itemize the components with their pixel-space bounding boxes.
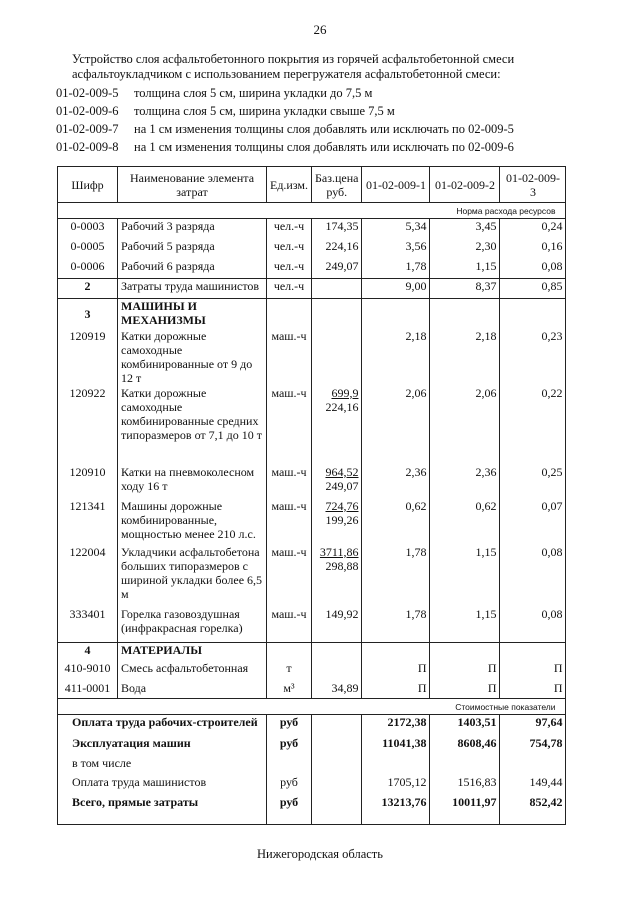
cell-v2: 2,18 xyxy=(430,329,500,386)
cell-code: 120910 xyxy=(58,465,118,499)
cell-unit: чел.-ч xyxy=(267,219,312,239)
cell-price xyxy=(312,279,362,299)
cost-row xyxy=(58,775,566,795)
cell-name: Катки на пневмоколесном ходу 16 т xyxy=(118,465,267,499)
code-id: 01-02-009-8 xyxy=(56,140,119,154)
cell-v2: 1,15 xyxy=(430,607,500,643)
cell-unit: чел.-ч xyxy=(267,279,312,299)
cell-price: 224,16 xyxy=(312,239,362,259)
cell-v1: 2,18 xyxy=(362,329,430,386)
cell-unit: маш.-ч xyxy=(267,607,312,643)
cost-v2: 1403,51 xyxy=(430,715,500,736)
cell-v2: 1,15 xyxy=(430,545,500,607)
cell-price xyxy=(312,329,362,386)
header-price: Баз.цена руб. xyxy=(312,167,362,203)
cell-v2: П xyxy=(430,661,500,681)
cell-price xyxy=(312,499,362,545)
cost-v1: 11041,38 xyxy=(362,736,430,756)
cost-row xyxy=(58,756,566,775)
band-row xyxy=(58,699,566,715)
code-line xyxy=(56,122,636,140)
cost-unit: руб xyxy=(267,736,312,756)
cost-unit: руб xyxy=(267,715,312,736)
cost-name: Эксплуатация машин xyxy=(58,736,267,756)
header-col2: 01-02-009-2 xyxy=(430,167,500,203)
cost-unit: руб xyxy=(267,775,312,795)
code-id: 01-02-009-7 xyxy=(56,122,119,136)
band-row xyxy=(58,203,566,219)
cost-v3: 149,44 xyxy=(500,775,566,795)
table-row xyxy=(58,681,566,699)
cell-v3: П xyxy=(500,661,566,681)
cell-v2: 3,45 xyxy=(430,219,500,239)
price-value: 298,88 xyxy=(325,558,359,573)
cell-code: 120919 xyxy=(58,329,118,386)
cell-v3: 0,16 xyxy=(500,239,566,259)
cell-name: Катки дорожные самоходные комбинированные средних типоразмеров от 7,1 до 10 т xyxy=(118,386,267,465)
cell-name: Рабочий 6 разряда xyxy=(118,259,267,279)
footer-region: Нижегородская область xyxy=(257,847,383,861)
section-row xyxy=(58,643,566,661)
cell-v2: 2,30 xyxy=(430,239,500,259)
code-id: 01-02-009-5 xyxy=(56,86,119,100)
intro-text: Устройство слоя асфальтобетонного покрытия из горячей асфальтобетонной смеси асфальтоукладчиком с использованием перегружателя асфальтобетонной смеси: xyxy=(72,52,515,81)
table-row xyxy=(58,607,566,643)
cell-code: 0-0006 xyxy=(58,259,118,279)
cell-name: Катки дорожные самоходные комбинированные от 9 до 12 т xyxy=(118,329,267,386)
cost-v2: 8608,46 xyxy=(430,736,500,756)
cell-code: 3 xyxy=(58,299,118,329)
price-underlined: 699,9 xyxy=(331,385,359,400)
price-value: 249,07 xyxy=(325,478,359,493)
cell-name: Горелка газовоздушная (инфракрасная горелка) xyxy=(118,607,267,643)
resource-table xyxy=(57,166,566,825)
cell-code: 0-0005 xyxy=(58,239,118,259)
cell-name: Рабочий 3 разряда xyxy=(118,219,267,239)
cell-code: 2 xyxy=(58,279,118,299)
table-row xyxy=(58,545,566,607)
cell-v2: 2,06 xyxy=(430,386,500,465)
table-row xyxy=(58,239,566,259)
table-row xyxy=(58,465,566,499)
cost-row xyxy=(58,736,566,756)
cell-v1: 3,56 xyxy=(362,239,430,259)
cell-unit: чел.-ч xyxy=(267,259,312,279)
cell-v1: 1,78 xyxy=(362,545,430,607)
cell-code: 121341 xyxy=(58,499,118,545)
band-resource-norms: Норма расхода ресурсов xyxy=(58,203,566,219)
cost-row xyxy=(58,795,566,825)
price-underlined: 3711,86 xyxy=(319,544,359,559)
cell-v3: 0,08 xyxy=(500,607,566,643)
cell-v2: 1,15 xyxy=(430,259,500,279)
cell-unit: маш.-ч xyxy=(267,329,312,386)
cell-v1: П xyxy=(362,681,430,699)
cost-v1: 13213,76 xyxy=(362,795,430,825)
cell-name: Рабочий 5 разряда xyxy=(118,239,267,259)
header-col1: 01-02-009-1 xyxy=(362,167,430,203)
section-row xyxy=(58,299,566,329)
cell-unit: чел.-ч xyxy=(267,239,312,259)
cell-v1: 5,34 xyxy=(362,219,430,239)
cell-v3: 0,08 xyxy=(500,259,566,279)
code-line xyxy=(56,104,636,122)
cell-v1: 2,36 xyxy=(362,465,430,499)
cell-v3: 0,25 xyxy=(500,465,566,499)
table-row xyxy=(58,386,566,465)
cell-price: 34,89 xyxy=(312,681,362,699)
code-list xyxy=(56,86,636,158)
cost-name: Оплата труда рабочих-строителей xyxy=(58,715,267,736)
code-desc: на 1 см изменения толщины слоя добавлять или исключать по 02-009-5 xyxy=(134,122,514,136)
band-cost-indicators: Стоимостные показатели xyxy=(58,699,566,715)
cell-v2: П xyxy=(430,681,500,699)
cell-v1: 0,62 xyxy=(362,499,430,545)
header-unit: Ед.изм. xyxy=(267,167,312,203)
cell-code: 0-0003 xyxy=(58,219,118,239)
cost-row xyxy=(58,715,566,736)
cell-v1: 2,06 xyxy=(362,386,430,465)
cell-v3: 0,24 xyxy=(500,219,566,239)
code-desc: толщина слоя 5 см, ширина укладки до 7,5 м xyxy=(134,86,373,100)
cell-price xyxy=(312,661,362,681)
cell-code: 122004 xyxy=(58,545,118,607)
cost-v1: 1705,12 xyxy=(362,775,430,795)
table-row xyxy=(58,219,566,239)
section-title-machines: МАШИНЫ И МЕХАНИЗМЫ xyxy=(118,299,267,329)
cost-name: Всего, прямые затраты xyxy=(58,795,267,825)
cell-name: Вода xyxy=(118,681,267,699)
cell-price: 149,92 xyxy=(312,607,362,643)
cost-v3: 754,78 xyxy=(500,736,566,756)
code-line xyxy=(56,86,636,104)
cell-code: 4 xyxy=(58,643,118,661)
table-row xyxy=(58,279,566,299)
cell-v2: 8,37 xyxy=(430,279,500,299)
code-line xyxy=(56,140,636,158)
cell-v3: 0,07 xyxy=(500,499,566,545)
cost-name: Оплата труда машинистов xyxy=(58,775,267,795)
cell-v1: П xyxy=(362,661,430,681)
cell-code: 333401 xyxy=(58,607,118,643)
cell-unit: маш.-ч xyxy=(267,545,312,607)
cell-price xyxy=(312,465,362,499)
cell-name: Смесь асфальтобетонная xyxy=(118,661,267,681)
table-row xyxy=(58,661,566,681)
cell-price xyxy=(312,545,362,607)
cell-unit: т xyxy=(267,661,312,681)
price-underlined: 724,76 xyxy=(325,498,359,513)
cell-unit: маш.-ч xyxy=(267,386,312,465)
cell-code: 120922 xyxy=(58,386,118,465)
cell-unit: маш.-ч xyxy=(267,465,312,499)
cell-v3: 0,08 xyxy=(500,545,566,607)
cost-unit: руб xyxy=(267,795,312,825)
cell-name: Укладчики асфальтобетона больших типоразмеров с шириной укладки более 6,5 м xyxy=(118,545,267,607)
table-row xyxy=(58,499,566,545)
cell-name: Затраты труда машинистов xyxy=(118,279,267,299)
price-underlined: 964,52 xyxy=(325,464,359,479)
cell-v3: П xyxy=(500,681,566,699)
code-desc: на 1 см изменения толщины слоя добавлять или исключать по 02-009-6 xyxy=(134,140,514,154)
cell-v3: 0,22 xyxy=(500,386,566,465)
cell-unit: м³ xyxy=(267,681,312,699)
cost-v3: 852,42 xyxy=(500,795,566,825)
header-col3: 01-02-009-3 xyxy=(500,167,566,203)
table-row xyxy=(58,259,566,279)
cell-code: 411-0001 xyxy=(58,681,118,699)
cost-v2: 1516,83 xyxy=(430,775,500,795)
cell-v1: 9,00 xyxy=(362,279,430,299)
table-header-row xyxy=(58,167,566,203)
code-id: 01-02-009-6 xyxy=(56,104,119,118)
price-value: 199,26 xyxy=(325,512,359,527)
cell-v3: 0,23 xyxy=(500,329,566,386)
header-name: Наименование элемента затрат xyxy=(118,167,267,203)
cell-price xyxy=(312,386,362,465)
cost-v3: 97,64 xyxy=(500,715,566,736)
cost-v1: 2172,38 xyxy=(362,715,430,736)
cell-name: Машины дорожные комбинированные, мощностью менее 210 л.с. xyxy=(118,499,267,545)
cell-unit: маш.-ч xyxy=(267,499,312,545)
cell-v1: 1,78 xyxy=(362,607,430,643)
code-desc: толщина слоя 5 см, ширина укладки свыше 7,5 м xyxy=(134,104,395,118)
cell-v3: 0,85 xyxy=(500,279,566,299)
cell-price: 249,07 xyxy=(312,259,362,279)
price-value: 224,16 xyxy=(325,399,359,414)
page-number: 26 xyxy=(313,22,327,37)
section-title-materials: МАТЕРИАЛЫ xyxy=(118,643,267,661)
cell-code: 410-9010 xyxy=(58,661,118,681)
cost-name: в том числе xyxy=(58,756,267,775)
table-row xyxy=(58,329,566,386)
cell-price: 174,35 xyxy=(312,219,362,239)
cost-v2: 10011,97 xyxy=(430,795,500,825)
cell-v2: 0,62 xyxy=(430,499,500,545)
header-code: Шифр xyxy=(58,167,118,203)
cell-v1: 1,78 xyxy=(362,259,430,279)
cell-v2: 2,36 xyxy=(430,465,500,499)
